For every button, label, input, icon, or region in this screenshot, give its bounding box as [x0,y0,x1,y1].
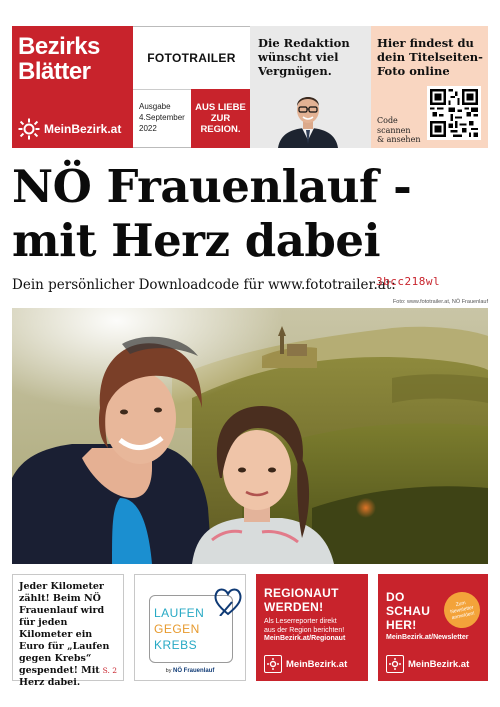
editorial-line-2: wünscht viel [258,50,339,64]
meinbezirk-footer-label: MeinBezirk.at [408,658,470,670]
issue-year: 2022 [139,124,157,133]
regionaut-heading-2: WERDEN! [264,600,324,614]
issue-info [139,101,185,134]
slogan-line-3: REGION. [200,124,241,135]
newsletter-heading-1: DO [386,590,405,604]
regionaut-subtext [264,618,345,644]
section-title: FOTOTRAILER [147,51,236,65]
regionaut-sub-1: Als Leserreporter direkt [264,618,337,625]
byline-by: by [165,668,172,674]
logo-line-2: GEGEN [154,622,200,636]
slogan-line-2: ZUR [210,113,231,124]
issue-label: Ausgabe [139,102,171,111]
headline [12,160,411,268]
editorial-line-1: Die Redaktion [258,36,350,50]
regionaut-heading-1: REGIONAUT [264,586,339,600]
meinbezirk-footer-logo [264,655,347,673]
photo-credit: Foto: www.fototrailer.at, NÖ Frauenlauf [392,299,488,305]
brand-name [18,34,100,84]
meinbezirk-footer-logo [386,655,469,673]
headline-line-1: NÖ Frauenlauf - [12,160,412,213]
newsletter-promo[interactable] [378,574,488,681]
regionaut-promo[interactable] [256,574,368,681]
newsletter-heading [386,590,430,632]
meinbezirk-sun-icon [386,655,404,673]
meinbezirk-footer-label: MeinBezirk.at [286,658,348,670]
laufen-gegen-krebs-logo [149,595,233,663]
regionaut-heading [264,586,339,614]
heart-icon [214,586,242,616]
scan-line-2: scannen [377,125,411,135]
editorial-line-3: Vergnügen. [258,64,332,78]
newsletter-heading-2: SCHAU [386,604,431,618]
cover-photo[interactable] [12,308,488,564]
meinbezirk-sun-icon [264,655,282,673]
page-reference: S. 2 [102,666,117,675]
newsletter-badge[interactable]: Zum Newsletter anmelden! [441,589,484,632]
logo-line-3: KREBS [154,638,198,652]
bezirksblaetter-logo[interactable] [12,26,133,148]
cover-line-1: Hier findest du [377,36,474,50]
brand-line-1: Bezirks [18,33,100,60]
logo-byline [135,668,245,674]
regionaut-link[interactable]: MeinBezirk.at/Regionaut [264,635,346,642]
scan-line-1: Code [377,116,398,125]
article-teaser[interactable] [12,574,124,688]
brand-line-2: Blätter [18,58,91,85]
slogan-line-1: AUS LIEBE [195,102,246,113]
newsletter-heading-3: HER! [386,618,417,632]
download-text: Dein persönlicher Downloadcode für www.fototrailer.at: [12,277,396,293]
headline-line-2: mit Herz dabei [12,214,381,267]
brand-site-label: MeinBezirk.at [44,122,122,136]
fototrailer-panel [133,26,250,148]
editorial-greeting [258,36,350,78]
cover-line-2: dein Titelseiten- [377,50,483,64]
cover-line-3: Foto online [377,64,450,78]
cover-photo-panel [371,26,488,148]
logo-line-1: LAUFEN [154,606,205,620]
scan-instructions [377,116,420,145]
scan-line-3: & ansehen [377,135,421,144]
slogan-badge [191,89,250,148]
qr-code-icon [430,89,478,137]
article-teaser-text: Jeder Kilometer zählt! Beim NÖ Frauenlauf wird für jeden Kilometer ein Euro für „Laufen gegen Krebs“ gespendet! Mit Herz dabei. [19,581,110,688]
regionaut-sub-2: aus der Region berichten! [264,626,345,634]
masthead [12,26,488,148]
meinbezirk-site [18,118,121,140]
cover-photo-illustration [12,308,488,564]
editorial-panel [250,26,371,148]
editor-portrait [272,88,344,148]
meinbezirk-sun-icon [18,118,40,140]
byline-org: NÖ Frauenlauf [173,668,215,674]
issue-date: 4.September [139,113,185,122]
cover-photo-text [377,36,483,78]
laufen-gegen-krebs-logo-box[interactable] [134,574,246,681]
newsletter-link[interactable]: MeinBezirk.at/Newsletter [386,634,469,641]
qr-code[interactable] [427,86,481,140]
download-code[interactable]: 3bcc218wl [376,275,441,288]
